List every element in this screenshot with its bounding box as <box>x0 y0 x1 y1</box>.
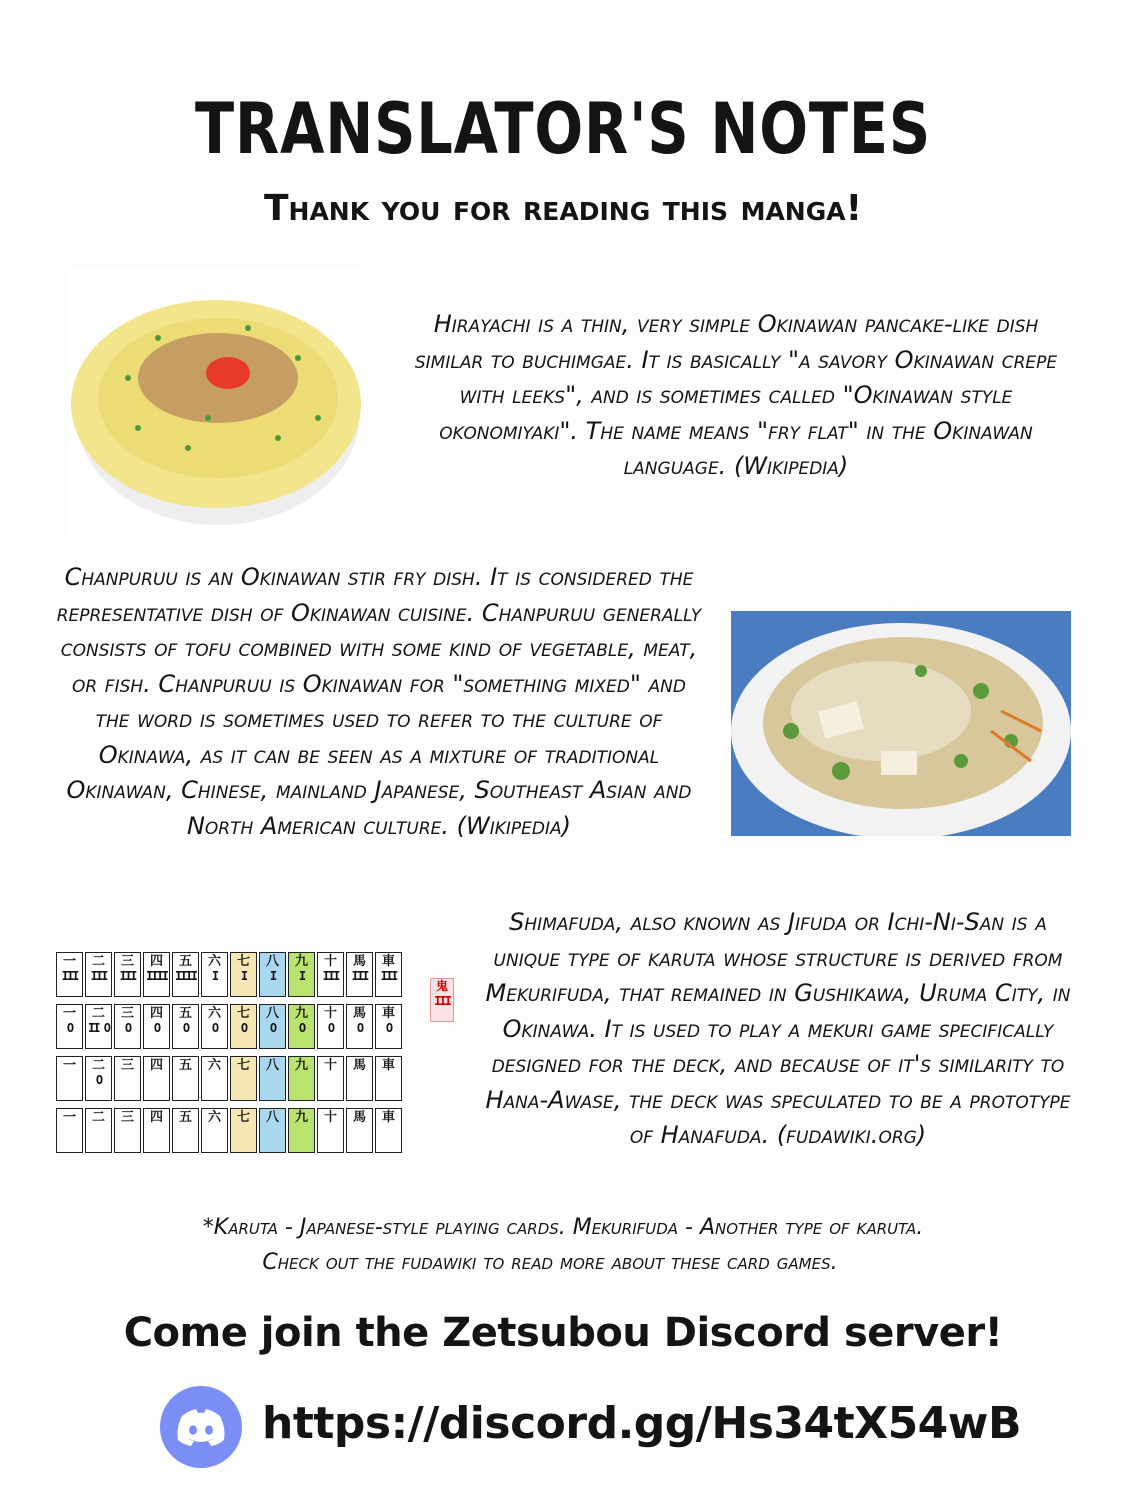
karuta-card <box>288 1004 315 1049</box>
karuta-card <box>114 1056 141 1101</box>
karuta-card <box>56 1004 83 1049</box>
karuta-card <box>375 1004 402 1049</box>
karuta-card <box>346 1056 373 1101</box>
card-pips: O <box>269 1021 276 1035</box>
card-pips: O <box>298 1021 305 1035</box>
oni-card: 鬼 III <box>430 978 454 1022</box>
card-numeral: 十 <box>323 954 337 969</box>
karuta-card <box>143 1056 170 1101</box>
karuta-card <box>230 1004 257 1049</box>
card-row <box>56 952 402 997</box>
card-pips: O <box>95 1073 102 1087</box>
card-pips: I <box>240 969 247 983</box>
karuta-card <box>114 952 141 997</box>
card-numeral: 五 <box>178 1058 192 1073</box>
karuta-card <box>230 952 257 997</box>
card-numeral: 四 <box>149 1006 163 1021</box>
card-numeral: 馬 <box>352 1006 366 1021</box>
card-numeral: 車 <box>381 1110 395 1125</box>
card-pips: III <box>351 969 368 983</box>
karuta-card <box>259 952 286 997</box>
card-numeral: 一 <box>62 1006 76 1021</box>
karuta-card <box>317 1004 344 1049</box>
card-numeral: 二 <box>91 1110 105 1125</box>
card-numeral: 四 <box>149 954 163 969</box>
card-numeral: 七 <box>236 954 250 969</box>
card-pips: III <box>61 969 78 983</box>
card-numeral: 六 <box>207 1110 221 1125</box>
karuta-card <box>375 952 402 997</box>
karuta-card <box>56 1056 83 1101</box>
card-pips: O <box>211 1021 218 1035</box>
card-numeral: 車 <box>381 954 395 969</box>
karuta-card <box>288 952 315 997</box>
karuta-card <box>201 952 228 997</box>
card-pips: O <box>327 1021 334 1035</box>
card-numeral: 一 <box>62 1110 76 1125</box>
card-pips: I <box>211 969 218 983</box>
card-numeral: 一 <box>62 1058 76 1073</box>
chanpuruu-image <box>731 611 1071 836</box>
karuta-card <box>172 1108 199 1153</box>
karuta-card <box>85 1108 112 1153</box>
karuta-card <box>85 1056 112 1101</box>
karuta-card <box>259 1056 286 1101</box>
card-numeral: 十 <box>323 1006 337 1021</box>
card-numeral: 十 <box>323 1110 337 1125</box>
card-numeral: 七 <box>236 1006 250 1021</box>
card-pips: II O <box>88 1021 109 1035</box>
card-pips: O <box>182 1021 189 1035</box>
karuta-card <box>288 1108 315 1153</box>
karuta-card <box>85 1004 112 1049</box>
discord-icon <box>160 1386 242 1468</box>
card-pips: O <box>385 1021 392 1035</box>
card-row <box>56 1004 402 1049</box>
card-numeral: 六 <box>207 1058 221 1073</box>
karuta-card <box>317 1056 344 1101</box>
card-numeral: 九 <box>294 1110 308 1125</box>
card-numeral: 七 <box>236 1058 250 1073</box>
karuta-card <box>143 952 170 997</box>
karuta-card <box>172 1004 199 1049</box>
card-numeral: 九 <box>294 1006 308 1021</box>
footnote-line-1: *Karuta - Japanese-style playing cards. Mekurifuda - Another type of karuta. <box>202 1215 924 1240</box>
card-numeral: 八 <box>265 1058 279 1073</box>
karuta-card <box>317 1108 344 1153</box>
card-numeral: 五 <box>178 1110 192 1125</box>
card-numeral: 六 <box>207 954 221 969</box>
karuta-card <box>172 952 199 997</box>
page-title: TRANSLATOR'S NOTES <box>194 88 932 170</box>
footnote-line-2: Check out the fudawiki to read more about these card games. <box>262 1250 838 1275</box>
page-subtitle: Thank you for reading this manga! <box>263 188 863 229</box>
karuta-card <box>375 1108 402 1153</box>
card-pips: III <box>380 969 397 983</box>
card-numeral: 車 <box>381 1006 395 1021</box>
karuta-card <box>201 1108 228 1153</box>
card-row <box>56 1056 402 1101</box>
card-numeral: 九 <box>294 1058 308 1073</box>
card-numeral: 馬 <box>352 1110 366 1125</box>
card-pips: O <box>66 1021 73 1035</box>
karuta-card <box>346 952 373 997</box>
card-numeral: 八 <box>265 1110 279 1125</box>
karuta-card <box>201 1004 228 1049</box>
karuta-card <box>85 952 112 997</box>
card-pips: IIII <box>175 969 196 983</box>
karuta-card <box>143 1004 170 1049</box>
karuta-card <box>114 1004 141 1049</box>
karuta-card <box>375 1056 402 1101</box>
karuta-card <box>114 1108 141 1153</box>
karuta-card <box>56 952 83 997</box>
card-numeral: 五 <box>178 954 192 969</box>
card-pips: I <box>298 969 305 983</box>
karuta-card <box>259 1108 286 1153</box>
card-numeral: 二 <box>91 1058 105 1073</box>
card-numeral: 三 <box>120 954 134 969</box>
card-numeral: 八 <box>265 954 279 969</box>
card-numeral: 二 <box>91 1006 105 1021</box>
karuta-card <box>172 1056 199 1101</box>
karuta-card <box>346 1108 373 1153</box>
card-pips: III <box>90 969 107 983</box>
discord-invite-heading: Come join the Zetsubou Discord server! <box>123 1310 1003 1356</box>
card-numeral: 二 <box>91 954 105 969</box>
card-numeral: 四 <box>149 1058 163 1073</box>
card-row <box>56 1108 402 1153</box>
card-numeral: 九 <box>294 954 308 969</box>
hirayachi-image <box>68 268 366 536</box>
shimafuda-card-grid <box>56 952 456 1157</box>
karuta-card <box>317 952 344 997</box>
karuta-card <box>288 1056 315 1101</box>
card-pips: III <box>322 969 339 983</box>
card-numeral: 十 <box>323 1058 337 1073</box>
card-pips: O <box>240 1021 247 1035</box>
card-numeral: 一 <box>62 954 76 969</box>
karuta-card <box>230 1108 257 1153</box>
shimafuda-paragraph: Shimafuda, also known as Jifuda or Ichi-Ni-San is a unique type of karuta whose structure is derived from Mekurifuda, that remained in Gushikawa, Uruma City, in Okinawa. It is used to play a mekuri game specifically designed for the deck, and because of it's similarity to Hana-Awase, the deck was speculated to be a prototype of Hanafuda. (fudawiki.org) <box>485 908 1071 1149</box>
karuta-card <box>346 1004 373 1049</box>
karuta-card <box>143 1108 170 1153</box>
karuta-card <box>259 1004 286 1049</box>
karuta-card <box>230 1056 257 1101</box>
card-pips: III <box>119 969 136 983</box>
card-numeral: 三 <box>120 1006 134 1021</box>
card-numeral: 七 <box>236 1110 250 1125</box>
card-numeral: 四 <box>149 1110 163 1125</box>
chanpuruu-paragraph: Chanpuruu is an Okinawan stir fry dish. It is considered the representative dish of Okinawan cuisine. Chanpuruu generally consists of tofu combined with some kind of vegetable, meat, or fish. Chanpuruu is Okinawan for "something mixed" and the word is sometimes used to refer to the culture of Okinawa, as it can be seen as a mixture of traditional Okinawan, Chinese, mainland Japanese, Southeast Asian and North American culture. (Wikipedia) <box>56 563 702 840</box>
card-pips: IIII <box>146 969 167 983</box>
karuta-card <box>201 1056 228 1101</box>
card-numeral: 八 <box>265 1006 279 1021</box>
card-numeral: 六 <box>207 1006 221 1021</box>
card-numeral: 馬 <box>352 954 366 969</box>
card-pips: O <box>153 1021 160 1035</box>
card-numeral: 車 <box>381 1058 395 1073</box>
card-numeral: 馬 <box>352 1058 366 1073</box>
card-numeral: 五 <box>178 1006 192 1021</box>
card-pips: I <box>269 969 276 983</box>
card-pips: O <box>124 1021 131 1035</box>
card-numeral: 三 <box>120 1058 134 1073</box>
karuta-card <box>56 1108 83 1153</box>
hirayachi-paragraph: Hirayachi is a thin, very simple Okinawan pancake-like dish similar to buchimgae. It is basically "a savory Okinawan crepe with leeks", and is sometimes called "Okinawan style okonomiyaki". The name means "fry flat" in the Okinawan language. (Wikipedia) <box>414 310 1058 480</box>
card-numeral: 三 <box>120 1110 134 1125</box>
discord-invite-link[interactable]: https://discord.gg/Hs34tX54wB <box>262 1398 1021 1449</box>
card-pips: O <box>356 1021 363 1035</box>
